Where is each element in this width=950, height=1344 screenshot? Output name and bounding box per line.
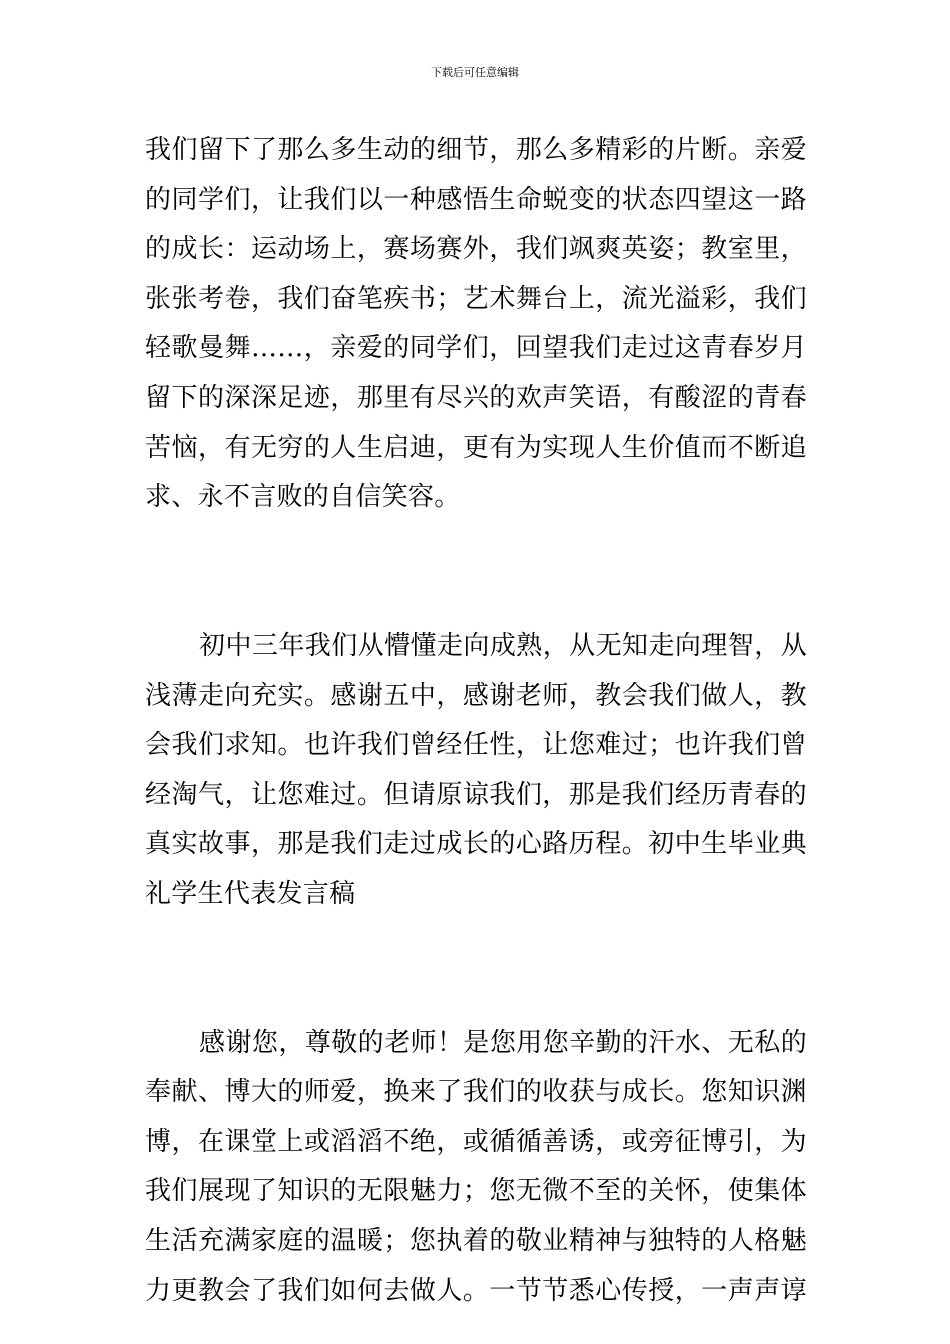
text-line: 会我们求知。也许我们曾经任性，让您难过；也许我们曾	[145, 730, 807, 761]
text-line: 经淘气，让您难过。但请原谅我们，那是我们经历青春的	[145, 779, 807, 810]
text-line: 初中三年我们从懵懂走向成熟，从无知走向理智，从	[199, 630, 807, 661]
paragraph-3	[145, 1019, 807, 1317]
text-line: 的同学们，让我们以一种感悟生命蜕变的状态四望这一路	[145, 184, 807, 215]
text-line: 真实故事，那是我们走过成长的心路历程。初中生毕业典	[145, 829, 807, 860]
text-line: 留下的深深足迹，那里有尽兴的欢声笑语，有酸涩的青春	[145, 382, 807, 413]
text-line: 力更教会了我们如何去做人。一节节悉心传授，一声声谆	[145, 1275, 807, 1306]
text-line: 奉献、博大的师爱，换来了我们的收获与成长。您知识渊	[145, 1077, 807, 1108]
text-line: 感谢您，尊敬的老师！是您用您辛勤的汗水、无私的	[199, 1027, 807, 1058]
text-line: 的成长：运动场上，赛场赛外，我们飒爽英姿；教室里，	[145, 234, 807, 265]
paragraph-gap	[145, 969, 807, 1019]
text-line: 我们留下了那么多生动的细节，那么多精彩的片断。亲爱	[145, 135, 807, 165]
text-line: 礼学生代表发言稿	[145, 878, 356, 909]
page-header: 下载后可任意编辑	[431, 66, 519, 79]
paragraph-1	[145, 126, 807, 523]
text-line: 张张考卷，我们奋笔疾书；艺术舞台上，流光溢彩，我们	[145, 283, 807, 314]
text-line: 浅薄走向充实。感谢五中，感谢老师，教会我们做人，教	[145, 680, 807, 711]
paragraph-gap	[145, 920, 807, 970]
text-line: 苦恼，有无穷的人生启迪，更有为实现人生价值而不断追	[145, 432, 807, 463]
paragraph-gap	[145, 572, 807, 622]
paragraph-2	[145, 622, 807, 920]
paragraph-gap	[145, 523, 807, 573]
text-line: 博，在课堂上或滔滔不绝，或循循善诱，或旁征博引，为	[145, 1126, 807, 1157]
text-line: 我们展现了知识的无限魅力；您无微不至的关怀，使集体	[145, 1176, 807, 1207]
text-line: 求、永不言败的自信笑容。	[145, 482, 461, 513]
document-body	[145, 126, 807, 1316]
text-line: 轻歌曼舞……，亲爱的同学们，回望我们走过这青春岁月	[145, 333, 807, 364]
text-line: 生活充满家庭的温暖；您执着的敬业精神与独特的人格魅	[145, 1226, 807, 1257]
